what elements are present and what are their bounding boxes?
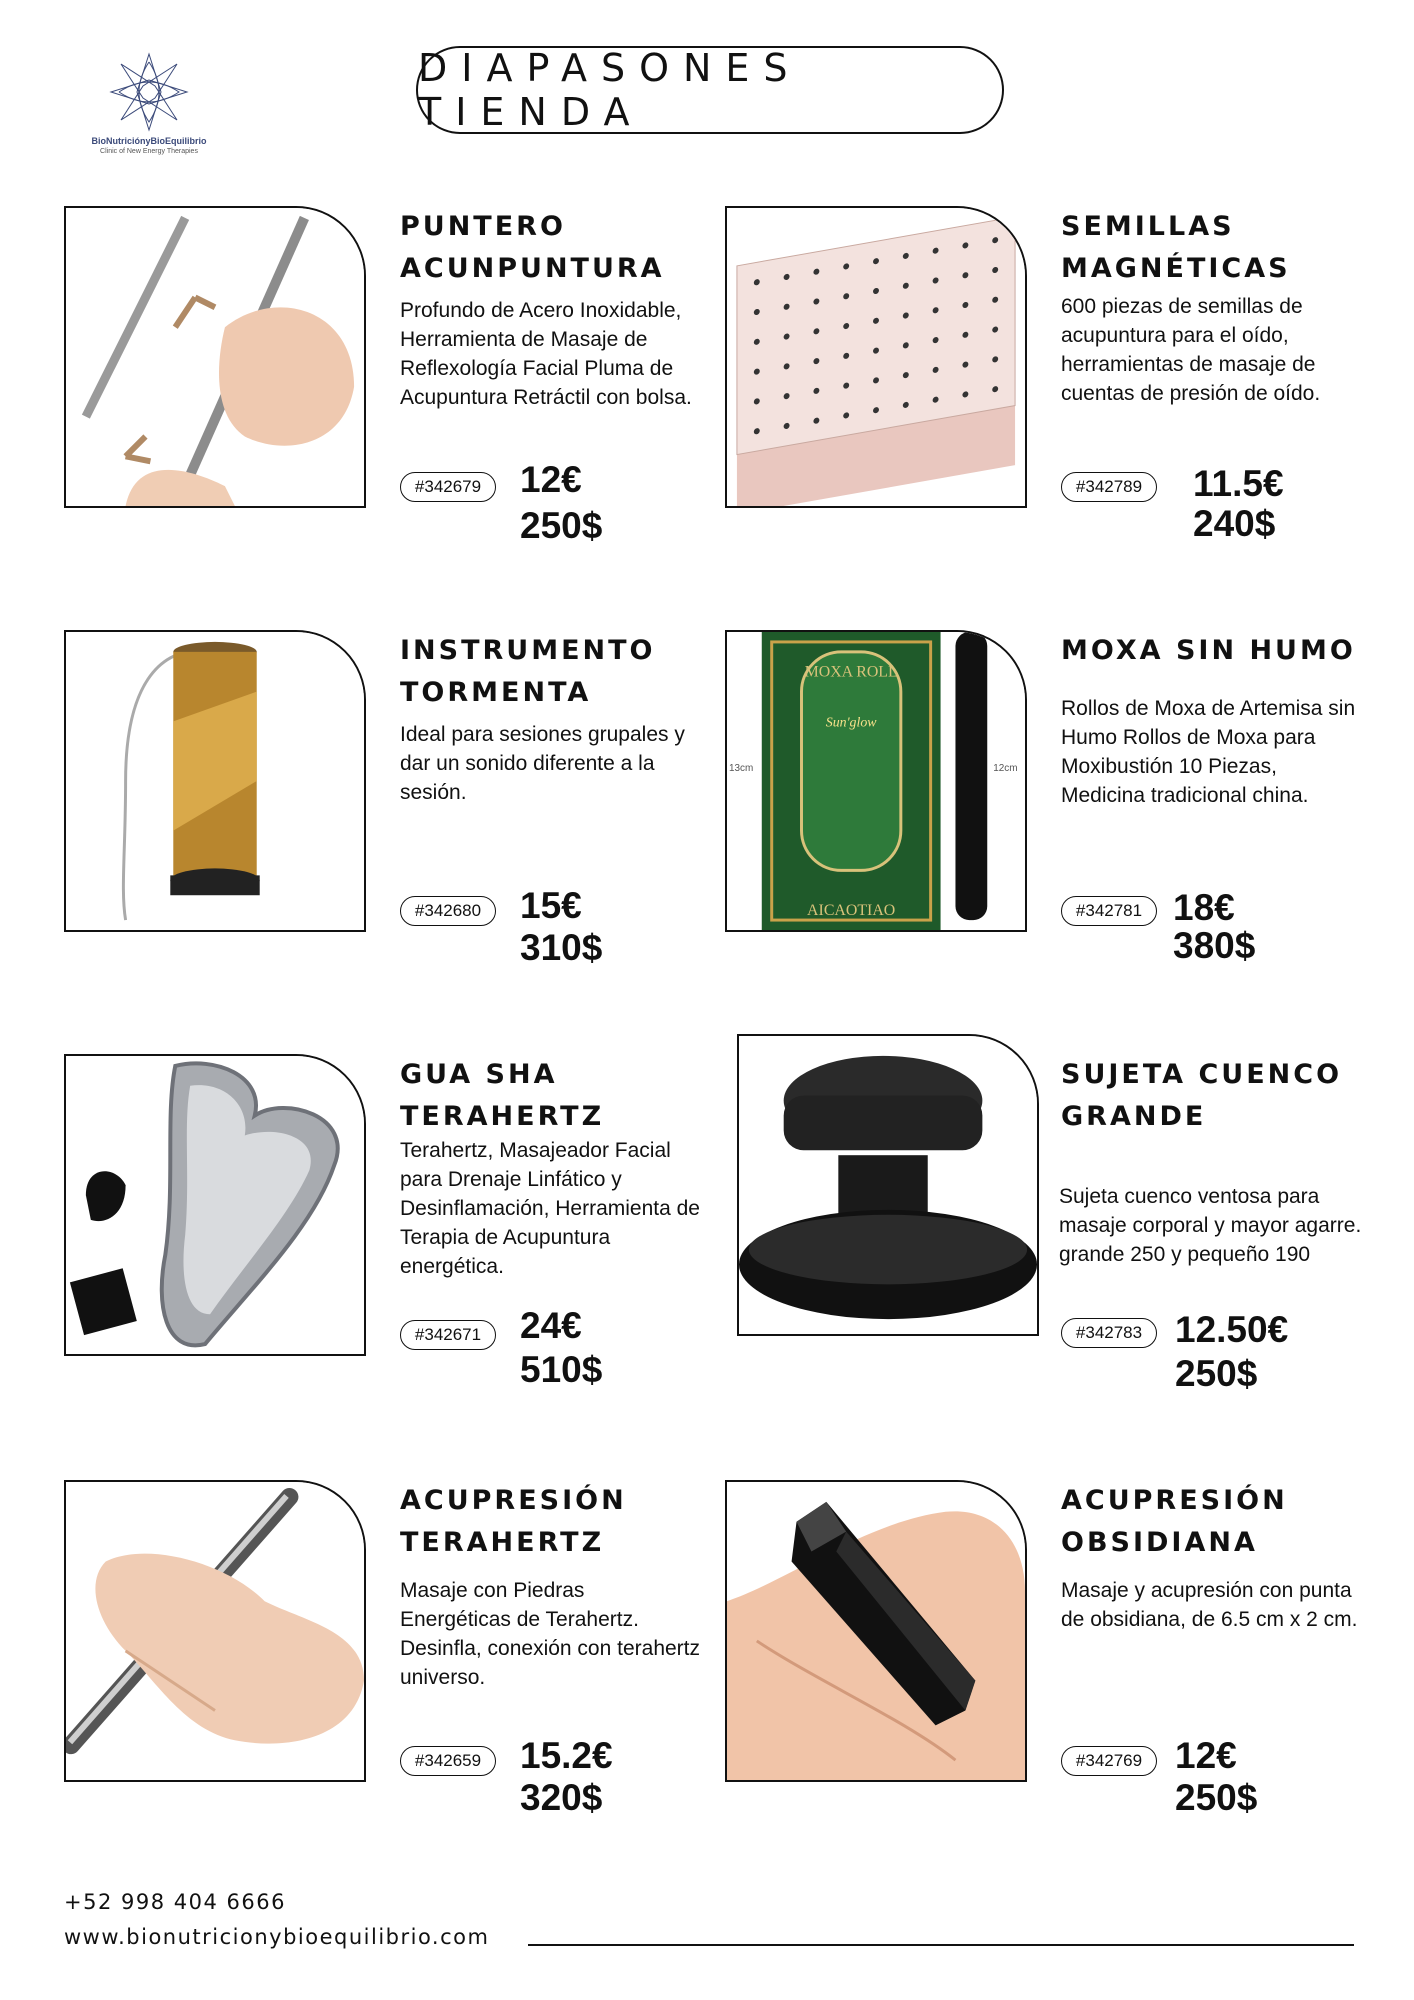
product-description: Profundo de Acero Inoxidable, Herramienta de Masaje de Reflexología Facial Pluma de Acupuntura Retráctil con bolsa.	[400, 299, 692, 409]
product-sku: #342783	[1061, 1318, 1157, 1348]
price-eur: 18€	[1173, 887, 1235, 928]
product-card	[64, 206, 724, 546]
product-card	[64, 1054, 724, 1390]
box-brand-text: Sun'glow	[825, 715, 877, 731]
obsidian-point-icon	[725, 1480, 1027, 1782]
brand-tagline: Clinic of New Energy Therapies	[100, 148, 198, 155]
price-eur: 15.2€	[520, 1735, 613, 1776]
bowl-holder-icon	[737, 1034, 1039, 1336]
product-name: MOXA SIN HUMO	[1061, 635, 1356, 666]
product-description: Sujeta cuenco ventosa para masaje corporal y mayor agarre. grande 250 y pequeño 190	[1059, 1185, 1362, 1266]
product-description: Masaje con Piedras Energéticas de Terahertz. Desinfla, conexión con terahertz universo.	[400, 1579, 700, 1689]
footer-divider	[528, 1944, 1354, 1946]
product-name: PUNTERO ACUNPUNTURA	[400, 211, 665, 284]
product-sku: #342769	[1061, 1746, 1157, 1776]
product-name: SUJETA CUENCO GRANDE	[1061, 1059, 1343, 1132]
price-mxn: 510$	[520, 1349, 603, 1390]
moxa-box-icon	[725, 630, 1027, 932]
product-card	[725, 1480, 1385, 1818]
product-sku: #342679	[400, 472, 496, 502]
price-eur: 24€	[520, 1305, 582, 1346]
price-eur: 12€	[520, 459, 582, 500]
product-name: INSTRUMENTO TORMENTA	[400, 635, 656, 708]
footer-phone[interactable]: +52 998 404 6666	[64, 1890, 286, 1914]
price-eur: 11.5€	[1193, 463, 1284, 504]
product-description: Rollos de Moxa de Artemisa sin Humo Rollos de Moxa para Moxibustión 10 Piezas, Medicina tradicional china.	[1061, 697, 1356, 807]
price-mxn: 250$	[520, 505, 603, 546]
thunder-drum-icon	[64, 630, 366, 932]
page-title: DIAPASONES TIENDA	[416, 46, 1004, 134]
price-eur: 12.50€	[1175, 1309, 1289, 1350]
price-eur: 12€	[1175, 1735, 1237, 1776]
product-name: ACUPRESIÓN OBSIDIANA	[1061, 1485, 1288, 1558]
product-sku: #342671	[400, 1320, 496, 1350]
price-mxn: 380$	[1173, 925, 1256, 966]
size-label-right: 12cm	[993, 763, 1018, 775]
ear-seeds-icon	[725, 206, 1027, 508]
price-mxn: 310$	[520, 927, 603, 968]
product-card	[725, 1054, 1385, 1394]
size-label-left: 13cm	[728, 763, 754, 775]
acupuncture-pen-icon	[64, 206, 366, 508]
product-sku: #342680	[400, 896, 496, 926]
product-description: Terahertz, Masajeador Facial para Drenaje Linfático y Desinflamación, Herramienta de Terapia de Acupuntura energética.	[400, 1139, 700, 1278]
box-bottom-text: AICAOTIAO	[807, 902, 896, 920]
product-card	[725, 630, 1385, 966]
price-mxn: 240$	[1193, 503, 1276, 544]
brand-name: BioNutriciónyBioEquilibrio	[91, 136, 207, 146]
product-name: ACUPRESIÓN TERAHERTZ	[400, 1485, 627, 1558]
product-name: GUA SHA TERAHERTZ	[400, 1059, 605, 1132]
box-top-text: MOXA ROLL	[804, 663, 898, 681]
product-card	[64, 630, 724, 968]
product-description: 600 piezas de semillas de acupuntura para el oído, herramientas de masaje de cuentas de presión de oído.	[1061, 295, 1321, 405]
brand-logo	[84, 52, 214, 155]
star-logo-icon	[109, 52, 189, 132]
gua-sha-icon	[64, 1054, 366, 1356]
product-sku: #342781	[1061, 896, 1157, 926]
product-sku: #342789	[1061, 472, 1157, 502]
product-name: SEMILLAS MAGNÉTICAS	[1061, 211, 1291, 284]
product-card	[64, 1480, 724, 1818]
product-card	[725, 206, 1385, 544]
price-mxn: 250$	[1175, 1353, 1258, 1394]
footer-website-link[interactable]: www.bionutricionybioequilibrio.com	[64, 1925, 490, 1949]
terahertz-pen-icon	[64, 1480, 366, 1782]
product-sku: #342659	[400, 1746, 496, 1776]
price-mxn: 250$	[1175, 1777, 1258, 1818]
price-eur: 15€	[520, 885, 582, 926]
product-description: Masaje y acupresión con punta de obsidiana, de 6.5 cm x 2 cm.	[1061, 1579, 1358, 1631]
product-description: Ideal para sesiones grupales y dar un sonido diferente a la sesión.	[400, 723, 685, 804]
price-mxn: 320$	[520, 1777, 603, 1818]
